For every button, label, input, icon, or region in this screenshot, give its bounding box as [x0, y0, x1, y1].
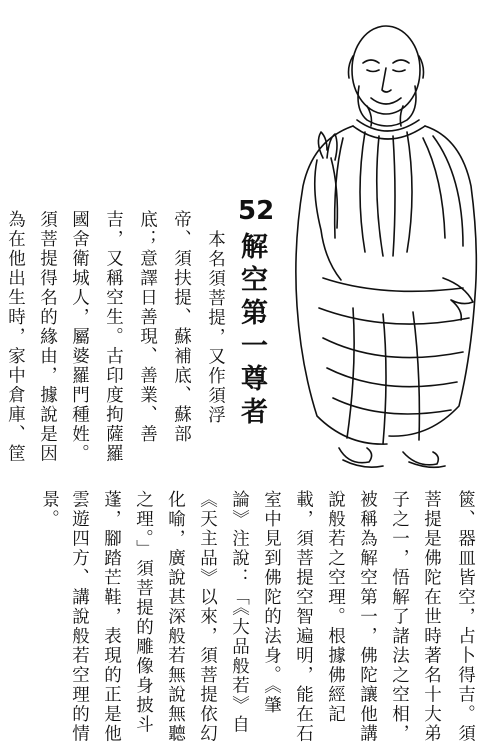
text-column: 載，須菩提空智遍明，能在石 — [293, 490, 314, 744]
text-column: 《天主品》以來，須菩提依幻 — [197, 490, 218, 744]
text-column: 吉，又稱空生。古印度拘薩羅 — [103, 210, 124, 464]
text-column: 雲遊四方、講說般若空理的情 — [69, 490, 90, 744]
text-column: 化喻，廣說甚深般若無說無聽 — [165, 490, 186, 744]
chapter-title: 解空第一尊者 — [236, 232, 267, 430]
arhat-illustration — [283, 8, 483, 478]
text-column: 被稱為解空第一，佛陀讓他講 — [357, 490, 378, 744]
text-column: 菩提是佛陀在世時著名十大弟 — [421, 490, 442, 744]
text-column: 之理。」須菩提的雕像身披斗 — [133, 490, 154, 735]
text-column: 本名須菩提，又作須浮 — [205, 230, 226, 425]
text-column: 論》注說：「《大品般若》自 — [229, 490, 250, 735]
text-column: 室中見到佛陀的法身。《肇 — [261, 490, 282, 716]
text-column: 須菩提得名的緣由，據說是因 — [37, 210, 58, 464]
chapter-number: 52 — [238, 196, 275, 226]
text-column: 景。 — [39, 490, 60, 529]
text-column: 蓬，腳踏芒鞋，表現的正是他 — [101, 490, 122, 744]
text-column: 國舍衛城人，屬婆羅門種姓。 — [69, 210, 90, 464]
text-column: 說般若之空理。根據佛經記 — [325, 490, 346, 724]
text-column: 篋、器皿皆空，占卜得吉。須 — [455, 490, 476, 744]
text-column: 為在他出生時，家中倉庫、筐 — [5, 210, 26, 464]
text-column: 底；意譯日善現、善業、善 — [137, 210, 158, 444]
text-column: 子之一，悟解了諸法之空相， — [389, 490, 410, 744]
text-column: 帝、須扶提、蘇補底、蘇部 — [171, 210, 192, 444]
